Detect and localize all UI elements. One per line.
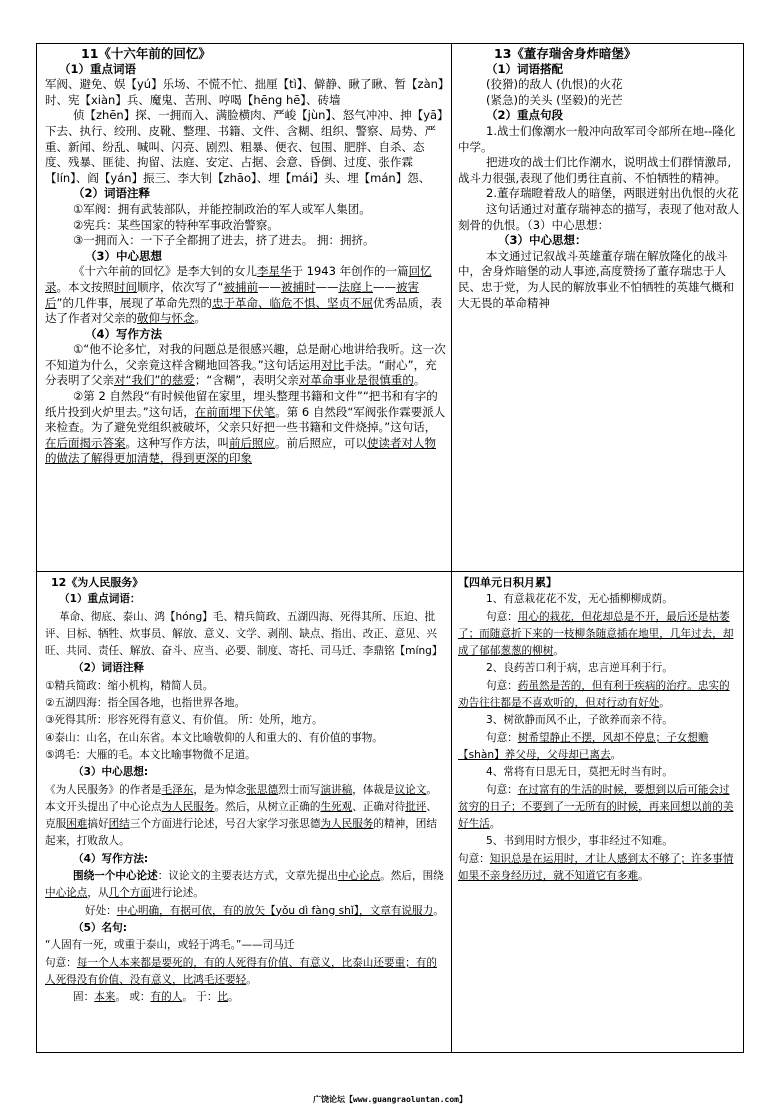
- lesson12-method-benefit: 好处：中心明确，有据可依，有的放矢【yǒu dì fàng shǐ】，文章有说服力。: [85, 904, 444, 917]
- lesson12-section5-heading: （5）名句:: [73, 921, 127, 934]
- lesson12-famous-quote: “人固有一死，或重于泰山，或轻于鸿毛。”——司马迁: [45, 939, 295, 952]
- lesson13-sentence-1: 1.战士们像潮水一般冲向敌军司令部所在地--隆化中学。: [458, 123, 736, 154]
- lesson11-note-2: ②宪兵：某些国家的特种军事政治警察。: [73, 217, 279, 232]
- lesson11-cell: [37, 44, 451, 571]
- lesson11-section1-heading: （1）重点词语: [59, 61, 137, 76]
- lesson12-section2-heading: （2）词语注释: [73, 662, 144, 675]
- lesson12-note-3: ③死得其所：形容死得有意义、有价值。 所：处所，地方。: [45, 714, 323, 727]
- lesson13-sentence-1-explain: 把进攻的战士们比作潮水，说明战士们群情激昂,战斗力很强,表现了他们勇往直前、不怕牺牲的精神。: [458, 155, 732, 185]
- lesson13-sentence-2-explain: 这句话通过对董存瑞神态的描写，表现了他对敌人刻骨的仇恨。（3）中心思想：: [458, 201, 739, 232]
- lesson11-title: 11《十六年前的回忆》: [81, 46, 211, 61]
- lesson11-note-3: ③一拥而入：一下子全都拥了进去，挤了进去。 拥：拥挤。: [73, 233, 375, 248]
- lesson11-main-idea: 《十六年前的回忆》是李大钊的女儿李星华于 1943 年创作的一篇回忆录。本文按照时间顺序，依次写了“被捕前——被捕时——法庭上——被害后”的几件事，展现了革命先烈的忠于革命、临危不惧、坚贞不屈优秀品质，表达了作者对父亲的敬仰与怀念。: [45, 264, 442, 326]
- lesson11-note-1: ①军阀：拥有武装部队，并能控制政治的军人或军人集团。: [73, 201, 371, 216]
- lesson13-section3-heading: （3）中心思想：: [498, 233, 587, 248]
- proverb-5: 5、书到用时方恨少，事非经过不知难。: [486, 835, 673, 848]
- lesson11-section3-heading: （3）中心思想: [85, 248, 163, 263]
- lesson12-title: 12《为人民服务》: [51, 576, 144, 589]
- proverb-2-meaning: 句意：药虽然是苦的，但有利于疾病的治疗。忠实的劝告往往都是不喜欢听的，但对行动有好处。: [458, 679, 730, 710]
- lesson12-quote-meaning: 句意：每一个人本来都是要死的，有的人死得有价值、有意义，比泰山还要重；有的人死得没有价值、没有意义，比鸿毛还要轻。: [45, 956, 437, 986]
- lesson13-section1-heading: （1）词语搭配: [486, 61, 564, 76]
- lesson12-cell: [37, 572, 451, 1054]
- lesson11-key-words: 军阀、避免、娱【yú】乐场、不慌不忙、拙厘【tì】、僻静、瞅了瞅、暂【zàn】时、宪【xiàn】兵、魔鬼、苦刑、哼喝【hēng hē】、砖墙: [45, 77, 444, 107]
- proverb-1: 1、有意栽花花不发，无心插柳柳成荫。: [486, 593, 673, 606]
- proverb-4-meaning: 句意：在过富有的生活的时候，要想到以后可能会过贫穷的日子；不要到了一无所有的时候，再来回想以前的美好生活。: [458, 783, 734, 831]
- lesson12-section4-heading: （4）写作方法:: [73, 852, 149, 865]
- lesson12-main-idea: 《为人民服务》的作者是毛泽东，是为悼念张思德烈士而写演讲稿，体裁是议论文。本文开头提出了中心论点为人民服务。然后，从树立正确的生死观、正确对待批评、克服困难搞好团结三个方面进行论述，号召大家学习张思德为人民服务的精神，团结起来，打败敌人。: [45, 783, 437, 848]
- lesson12-note-2: ②五湖四海：指全国各地，也指世界各地。: [45, 697, 246, 710]
- lesson13-collocation-2: (紧急)的关头 (坚毅)的光芒: [486, 92, 623, 107]
- lesson12-method: 围绕一个中心论述：议论文的主要表达方式，文章先提出中心论点。然后，围绕中心论点，从几个方面进行论述。: [45, 870, 444, 900]
- lesson11-method-2: ②第 2 自然段“有时候他留在家里，埋头整理书籍和文件”“把书和有字的纸片投到火炉里去。”这句话，在前面埋下伏笔。第 6 自然段“军阀张作霖要派人来检查。为了避免党组织被破坏，父亲只好把一些书籍和文件烧掉。”这句话，在后面揭示答案。这种写作方法，叫前后照应。前后照应，可以使读者对人物的做法了解得更加清楚，得到更深的印象: [45, 389, 446, 466]
- lesson12-word-glosses: 固：本来。 或：有的人。 于：比。: [73, 991, 239, 1004]
- lesson12-section1-heading: （1）重点词语：: [59, 593, 141, 606]
- lesson12-note-4: ④泰山：山名，在山东省。本文比喻敬仰的人和重大的、有价值的事物。: [45, 731, 383, 744]
- proverb-3-meaning: 句意：树希望静止不摆，风却不停息；子女想赡【shàn】养父母，父母却已离去。: [458, 731, 709, 761]
- lesson12-note-5: ⑤鸿毛：大雁的毛。本文比喻事物微不足道。: [45, 748, 256, 761]
- lesson13-section2-heading: （2）重点句段: [486, 108, 564, 123]
- lesson11-section4-heading: （4）写作方法: [85, 326, 163, 341]
- proverb-3: 3、树欲静而风不止，子欲养而亲不待。: [486, 714, 673, 727]
- proverb-2: 2、良药苦口利于病，忠言逆耳利于行。: [486, 662, 673, 675]
- lesson12-section3-heading: （3）中心思想:: [73, 766, 149, 779]
- proverb-1-meaning: 句意：用心的栽花，但花却总是不开，最后还是枯萎了；而随意折下来的一枝柳条随意插在地里，几年过去，却成了郁郁葱葱的柳树。: [458, 610, 734, 658]
- accumulation-title: 【四单元日积月累】: [458, 576, 557, 589]
- lesson11-key-words-2: 侦【zhēn】探、一拥而入、满脸横肉、严峻【jùn】、怒气冲冲、抻【yā】下去、执行、绞刑、皮靴、整理、书籍、文件、含糊、组织、警察、局势、严重、新闻、纷乱、喊叫、闪亮、剧烈、粗暴、便衣、包围、肥胖、自杀、态度、残暴、匪徒、拘留、法庭、安定、占据、会意、昏倒、过度、张作霖【lín】、阎【yán】振三、李大钊【zhāo】、埋【mái】头、埋【mán】怨、: [45, 108, 443, 185]
- lesson13-cell: [452, 44, 745, 571]
- lesson13-title: 13《董存瑞舍身炸暗堡》: [494, 46, 637, 61]
- lesson12-key-words: 革命、彻底、泰山、鸿【hóng】毛、精兵简政、五湖四海、死得其所、压迫、批评、目标、牺牲、炊事员、解放、意义、文学、剥削、缺点、指出、改正、意见、兴旺、共同、责任、解放、奋斗、应当、必要、制度、寄托、司马迁、李鼎铭【míng】: [45, 610, 443, 658]
- proverb-4: 4、常将有日思无日，莫把无时当有时。: [486, 766, 673, 779]
- lesson11-method-1: ①“他不论多忙，对我的问题总是很感兴趣，总是耐心地讲给我听。这一次不知道为什么，父亲竟这样含糊地回答我。”这句话运用对比手法。“耐心”，充分表明了父亲对“我们”的慈爱；“含糊”，表明父亲对革命事业是很慎重的。: [45, 342, 446, 388]
- notes-table: [36, 43, 744, 1053]
- lesson12-note-1: ①精兵简政：缩小机构，精简人员。: [45, 679, 214, 692]
- lesson13-sentence-2: 2.董存瑞瞪着敌人的暗堡，两眼迸射出仇恨的火花: [486, 186, 739, 201]
- lesson13-main-idea: 本文通过记叙战斗英雄董存瑞在解放隆化的战斗中，舍身炸暗堡的动人事迹,高度赞扬了董存瑞忠于人民、忠于党，为人民的解放事业不怕牺牲的英雄气概和大无畏的革命精神: [458, 248, 734, 310]
- proverb-5-meaning: 句意：知识总是在运用时，才让人感到太不够了；许多事情如果不亲身经历过，就不知道它有多难。: [458, 852, 734, 883]
- lesson11-section2-heading: （2）词语注释: [73, 186, 151, 201]
- accumulation-cell: [452, 572, 745, 1054]
- page-footer: 广饶论坛【www.guangraoluntan.com】: [313, 1095, 467, 1104]
- lesson13-collocation-1: (狡猾)的敌人 (仇恨)的火花: [486, 77, 623, 92]
